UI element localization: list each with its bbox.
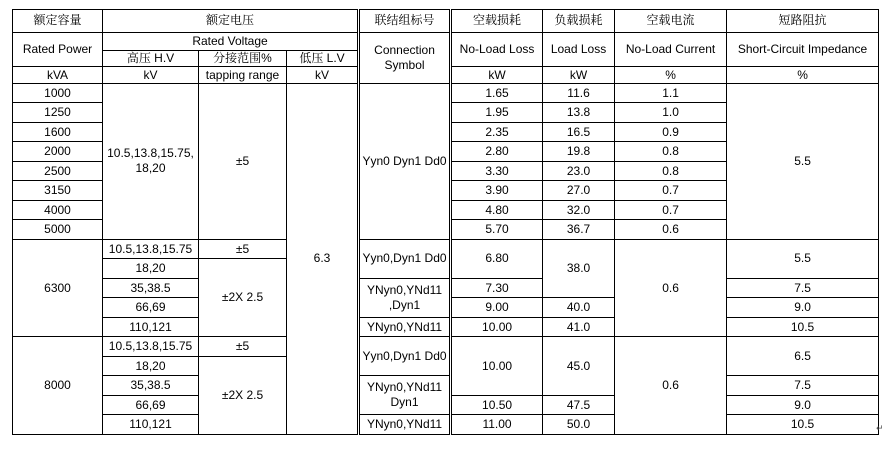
noload-loss-cell: 2.35 bbox=[451, 122, 543, 142]
noload-loss-cell: 5.70 bbox=[451, 220, 543, 240]
noload-loss-cell: 10.00 bbox=[451, 337, 543, 396]
hv-cell: 10.5,13.8,15.75 bbox=[103, 337, 199, 357]
noload-loss-cell: 10.50 bbox=[451, 395, 543, 415]
tap-cell: ±2X 2.5 bbox=[199, 356, 287, 434]
rating-cell: 2000 bbox=[13, 142, 103, 162]
header-impedance: 短路阻抗 bbox=[727, 10, 879, 33]
rating-cell: 1250 bbox=[13, 103, 103, 123]
table-row bbox=[13, 415, 879, 435]
header-row bbox=[13, 10, 879, 33]
noload-loss-cell: 2.80 bbox=[451, 142, 543, 162]
unit-noload-loss: kW bbox=[451, 67, 543, 83]
hv-cell: 18,20 bbox=[103, 259, 199, 279]
header-hv: 高压 H.V bbox=[103, 51, 199, 67]
header-tap-en: tapping range bbox=[199, 67, 287, 83]
connection-cell: Yyn0,Dyn1 Dd0 bbox=[359, 239, 451, 278]
load-loss-cell: 41.0 bbox=[543, 317, 615, 337]
noload-current-cell: 0.6 bbox=[615, 220, 727, 240]
noload-loss-cell: 1.65 bbox=[451, 83, 543, 103]
rating-cell: 3150 bbox=[13, 181, 103, 201]
unit-lv: kV bbox=[287, 67, 359, 83]
connection-cell: Yyn0 Dyn1 Dd0 bbox=[359, 83, 451, 239]
hv-cell: 110,121 bbox=[103, 415, 199, 435]
rating-cell: 2500 bbox=[13, 161, 103, 181]
noload-current-cell: 0.9 bbox=[615, 122, 727, 142]
noload-loss-cell: 10.00 bbox=[451, 317, 543, 337]
impedance-cell: 7.5 bbox=[727, 376, 879, 396]
noload-current-cell: 0.8 bbox=[615, 142, 727, 162]
hv-cell: 18,20 bbox=[103, 356, 199, 376]
impedance-cell: 9.0 bbox=[727, 395, 879, 415]
noload-current-cell: 0.7 bbox=[615, 181, 727, 201]
noload-loss-cell: 4.80 bbox=[451, 200, 543, 220]
load-loss-cell: 27.0 bbox=[543, 181, 615, 201]
impedance-cell: 7.5 bbox=[727, 278, 879, 298]
noload-current-cell: 1.1 bbox=[615, 83, 727, 103]
hv-cell: 66,69 bbox=[103, 395, 199, 415]
unit-load-loss: kW bbox=[543, 67, 615, 83]
hv-cell: 10.5,13.8,15.75, 18,20 bbox=[103, 83, 199, 239]
impedance-cell: 9.0 bbox=[727, 298, 879, 318]
noload-current-cell: 0.6 bbox=[615, 239, 727, 337]
hv-cell: 110,121 bbox=[103, 317, 199, 337]
noload-current-cell: 0.7 bbox=[615, 200, 727, 220]
hv-cell: 10.5,13.8,15.75 bbox=[103, 239, 199, 259]
header-noload-loss: 空载损耗 bbox=[451, 10, 543, 33]
load-loss-cell: 36.7 bbox=[543, 220, 615, 240]
header-impedance-en: Short-Circuit Impedance bbox=[727, 32, 879, 67]
table-row bbox=[13, 317, 879, 337]
hv-cell: 35,38.5 bbox=[103, 278, 199, 298]
noload-loss-cell: 3.90 bbox=[451, 181, 543, 201]
rating-cell: 6300 bbox=[13, 239, 103, 337]
impedance-cell: 5.5 bbox=[727, 239, 879, 278]
table-row bbox=[13, 278, 879, 298]
impedance-cell: 10.5 bbox=[727, 317, 879, 337]
header-rated-capacity: 额定容量 bbox=[13, 10, 103, 33]
rating-cell: 8000 bbox=[13, 337, 103, 435]
load-loss-cell: 16.5 bbox=[543, 122, 615, 142]
header-load-loss-en: Load Loss bbox=[543, 32, 615, 67]
unit-impedance: % bbox=[727, 67, 879, 83]
connection-cell: YNyn0,YNd11 bbox=[359, 317, 451, 337]
unit-hv: kV bbox=[103, 67, 199, 83]
rating-cell: 1600 bbox=[13, 122, 103, 142]
load-loss-cell: 38.0 bbox=[543, 239, 615, 298]
tap-cell: ±2X 2.5 bbox=[199, 259, 287, 337]
load-loss-cell: 40.0 bbox=[543, 298, 615, 318]
load-loss-cell: 13.8 bbox=[543, 103, 615, 123]
paragraph-mark-icon: ↵ bbox=[876, 424, 884, 434]
impedance-cell: 5.5 bbox=[727, 83, 879, 239]
impedance-cell: 10.5 bbox=[727, 415, 879, 435]
load-loss-cell: 45.0 bbox=[543, 337, 615, 396]
tap-cell: ±5 bbox=[199, 239, 287, 259]
impedance-cell: 6.5 bbox=[727, 337, 879, 376]
noload-loss-cell: 3.30 bbox=[451, 161, 543, 181]
header-connection: 联结组标号 bbox=[359, 10, 451, 33]
unit-noload-current: % bbox=[615, 67, 727, 83]
table-row bbox=[13, 239, 879, 259]
header-rated-voltage: 额定电压 bbox=[103, 10, 359, 33]
connection-cell: YNyn0,YNd11 ,Dyn1 bbox=[359, 278, 451, 317]
noload-loss-cell: 6.80 bbox=[451, 239, 543, 278]
load-loss-cell: 32.0 bbox=[543, 200, 615, 220]
load-loss-cell: 19.8 bbox=[543, 142, 615, 162]
load-loss-cell: 11.6 bbox=[543, 83, 615, 103]
connection-cell: Yyn0,Dyn1 Dd0 bbox=[359, 337, 451, 376]
connection-cell: YNyn0,YNd11 Dyn1 bbox=[359, 376, 451, 415]
rating-cell: 5000 bbox=[13, 220, 103, 240]
noload-loss-cell: 11.00 bbox=[451, 415, 543, 435]
noload-current-cell: 1.0 bbox=[615, 103, 727, 123]
transformer-spec-table bbox=[12, 9, 879, 435]
noload-current-cell: 0.8 bbox=[615, 161, 727, 181]
load-loss-cell: 50.0 bbox=[543, 415, 615, 435]
table-row bbox=[13, 337, 879, 357]
unit-power: kVA bbox=[13, 67, 103, 83]
lv-cell: 6.3 bbox=[287, 83, 359, 434]
header-rated-voltage-en: Rated Voltage bbox=[103, 32, 359, 50]
header-connection-en: Connection Symbol bbox=[359, 32, 451, 83]
load-loss-cell: 47.5 bbox=[543, 395, 615, 415]
connection-cell: YNyn0,YNd11 bbox=[359, 415, 451, 435]
header-rated-power-en: Rated Power bbox=[13, 32, 103, 67]
header-noload-current: 空载电流 bbox=[615, 10, 727, 33]
rating-cell: 4000 bbox=[13, 200, 103, 220]
noload-loss-cell: 1.95 bbox=[451, 103, 543, 123]
load-loss-cell: 23.0 bbox=[543, 161, 615, 181]
noload-current-cell: 0.6 bbox=[615, 337, 727, 435]
table-row bbox=[13, 83, 879, 103]
header-lv: 低压 L.V bbox=[287, 51, 359, 67]
tap-cell: ±5 bbox=[199, 337, 287, 357]
table-row bbox=[13, 376, 879, 396]
rating-cell: 1000 bbox=[13, 83, 103, 103]
noload-loss-cell: 7.30 bbox=[451, 278, 543, 298]
tap-cell: ±5 bbox=[199, 83, 287, 239]
header-noload-current-en: No-Load Current bbox=[615, 32, 727, 67]
header-row bbox=[13, 32, 879, 50]
noload-loss-cell: 9.00 bbox=[451, 298, 543, 318]
header-tap-cn: 分接范围% bbox=[199, 51, 287, 67]
hv-cell: 66,69 bbox=[103, 298, 199, 318]
header-noload-loss-en: No-Load Loss bbox=[451, 32, 543, 67]
hv-cell: 35,38.5 bbox=[103, 376, 199, 396]
header-load-loss: 负载损耗 bbox=[543, 10, 615, 33]
